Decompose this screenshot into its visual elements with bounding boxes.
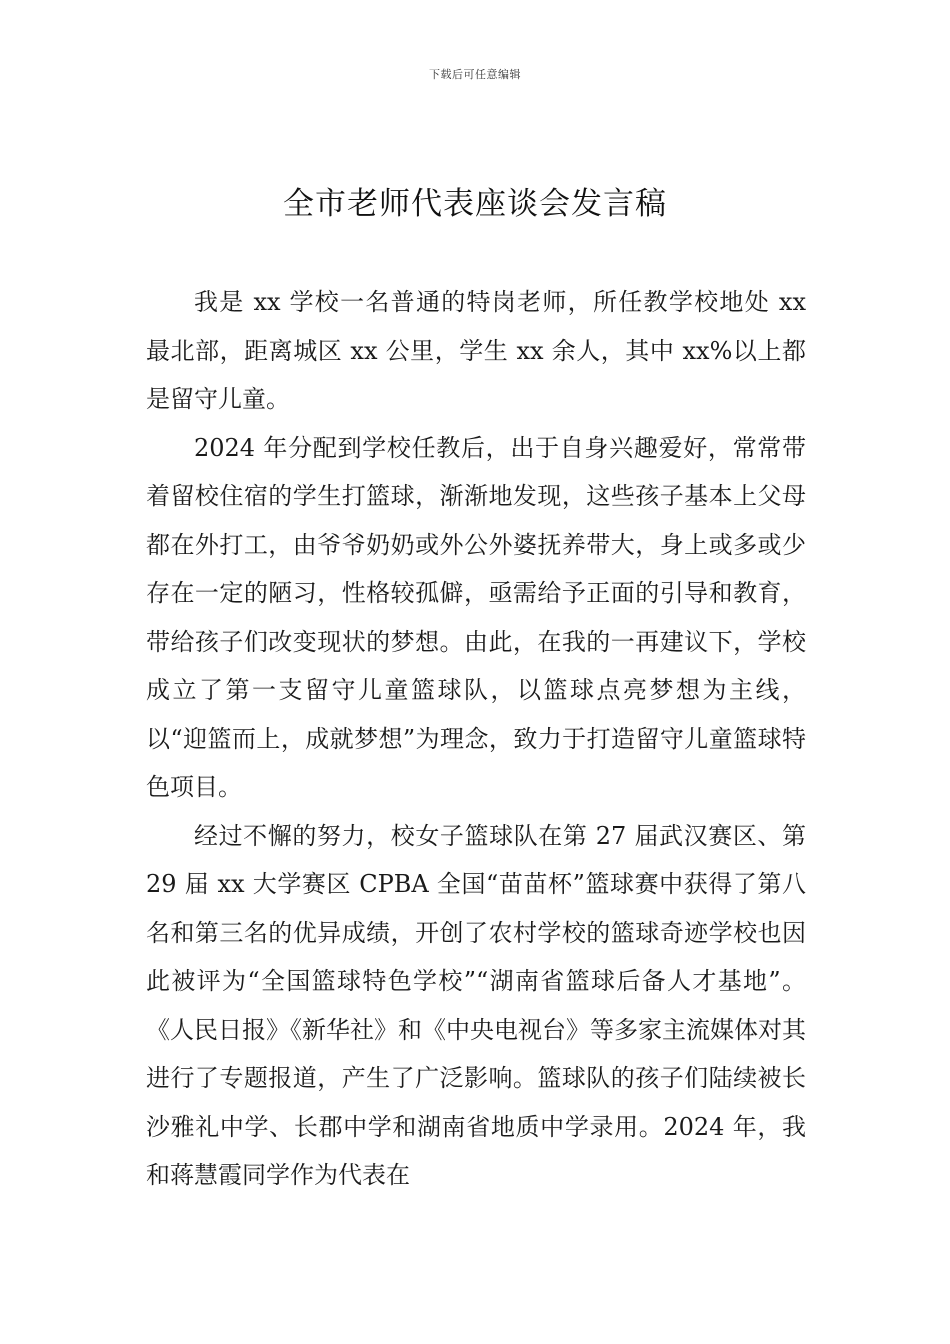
paragraph: 经过不懈的努力，校女子篮球队在第 27 届武汉赛区、第 29 届 xx 大学赛区 CPBA 全国“苗苗杯”篮球赛中获得了第八名和第三名的优异成绩，开创了农村学校的篮球奇迹学校也因此被评为“全国篮球特色学校”“湖南省篮球后备人才基地”。《人民日报》《新华社》和《中央电视台》等多家主流媒体对其进行了专题报道，产生了广泛影响。篮球队的孩子们陆续被长沙雅礼中学、长郡中学和湖南省地质中学录用。2024 年，我和蒋慧霞同学作为代表在 — [146, 821, 806, 1189]
page-title: 全市老师代表座谈会发言稿 — [283, 186, 667, 222]
header-note: 下载后可任意编辑 — [429, 68, 521, 81]
paragraph: 2024 年分配到学校任教后，出于自身兴趣爱好，常常带着留校住宿的学生打篮球，渐渐地发现，这些孩子基本上父母都在外打工，由爷爷奶奶或外公外婆抚养带大，身上或多或少存在一定的陋习，性格较孤僻，亟需给予正面的引导和教育，带给孩子们改变现状的梦想。由此，在我的一再建议下，学校成立了第一支留守儿童篮球队，以篮球点亮梦想为主线，以“迎篮而上，成就梦想”为理念，致力于打造留守儿童篮球特色项目。 — [146, 433, 806, 801]
paragraph: 我是 xx 学校一名普通的特岗老师，所任教学校地处 xx 最北部，距离城区 xx 公里，学生 xx 余人，其中 xx%以上都是留守儿童。 — [146, 288, 806, 413]
document-body — [146, 278, 806, 1200]
